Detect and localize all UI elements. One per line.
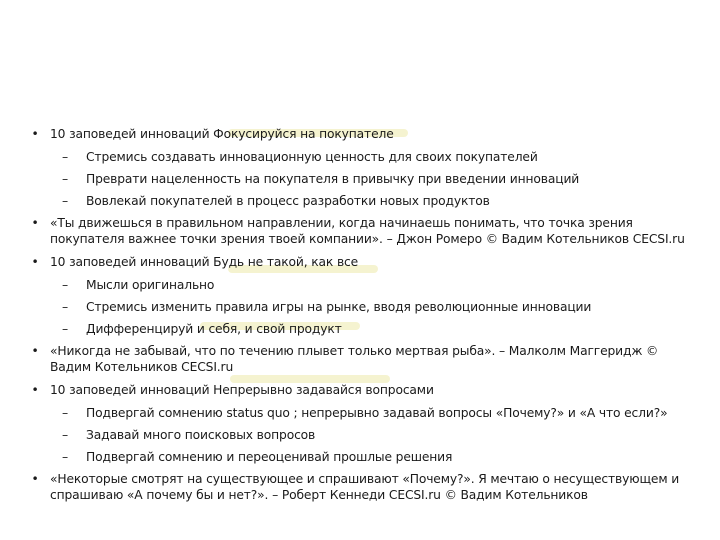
bullet-text: 10 заповедей инноваций Непрерывно задавайся вопросами — [50, 383, 434, 397]
quote-text: «Никогда не забывай, что по течению плывет только мертвая рыба». – Малколм Маггеридж © Вадим Котельников CECSI.ru — [50, 344, 659, 374]
sub-text: Мысли оригинально — [86, 278, 215, 292]
dash-marker: – — [62, 150, 68, 164]
sub-item — [28, 405, 700, 421]
bullet-marker: • — [31, 255, 39, 269]
dash-marker: – — [62, 172, 68, 186]
dash-marker: – — [62, 300, 68, 314]
slide-body — [28, 126, 700, 510]
bullet-item — [28, 471, 700, 503]
sub-text: Подвергай сомнению status quo ; непрерывно задавай вопросы «Почему?» и «А что если?» — [86, 406, 668, 420]
sub-text: Подвергай сомнению и переоценивай прошлые решения — [86, 450, 453, 464]
dash-marker: – — [62, 450, 68, 464]
bullet-item — [28, 215, 700, 247]
dash-marker: – — [62, 278, 68, 292]
sub-text: Дифференцируй и себя, и свой продукт — [86, 322, 342, 336]
bullet-item — [28, 343, 700, 375]
sub-item — [28, 321, 700, 337]
sub-text: Вовлекай покупателей в процесс разработки новых продуктов — [86, 194, 490, 208]
sub-item — [28, 171, 700, 187]
quote-text: «Ты движешься в правильном направлении, когда начинаешь понимать, что точка зрения покупателя важнее точки зрения твоей компании». – Джон Ромеро © Вадим Котельников CECSI.ru — [50, 216, 685, 246]
bullet-marker: • — [31, 127, 39, 141]
sub-text: Стремись изменить правила игры на рынке, вводя революционные инновации — [86, 300, 592, 314]
bullet-text: 10 заповедей инноваций Фокусируйся на покупателе — [50, 127, 394, 141]
sub-text: Задавай много поисковых вопросов — [86, 428, 316, 442]
sub-item — [28, 193, 700, 209]
sub-item — [28, 277, 700, 293]
bullet-marker: • — [31, 383, 39, 397]
sub-text: Стремись создавать инновационную ценность для своих покупателей — [86, 150, 538, 164]
dash-marker: – — [62, 406, 68, 420]
sub-item — [28, 299, 700, 315]
bullet-text: 10 заповедей инноваций Будь не такой, как все — [50, 255, 359, 269]
bullet-marker: • — [31, 216, 39, 230]
sub-item — [28, 149, 700, 165]
dash-marker: – — [62, 428, 68, 442]
dash-marker: – — [62, 194, 68, 208]
quote-text: «Некоторые смотрят на существующее и спрашивают «Почему?». Я мечтаю о несуществующем и спрашиваю «А почему бы и нет?». – Роберт Кеннеди CECSI.ru © Вадим Котельников — [50, 472, 680, 502]
sub-item — [28, 427, 700, 443]
bullet-item — [28, 254, 700, 270]
sub-text: Преврати нацеленность на покупателя в привычку при введении инноваций — [86, 172, 580, 186]
dash-marker: – — [62, 322, 68, 336]
bullet-item — [28, 126, 700, 142]
bullet-marker: • — [31, 344, 39, 358]
sub-item — [28, 449, 700, 465]
bullet-marker: • — [31, 472, 39, 486]
bullet-item — [28, 382, 700, 398]
